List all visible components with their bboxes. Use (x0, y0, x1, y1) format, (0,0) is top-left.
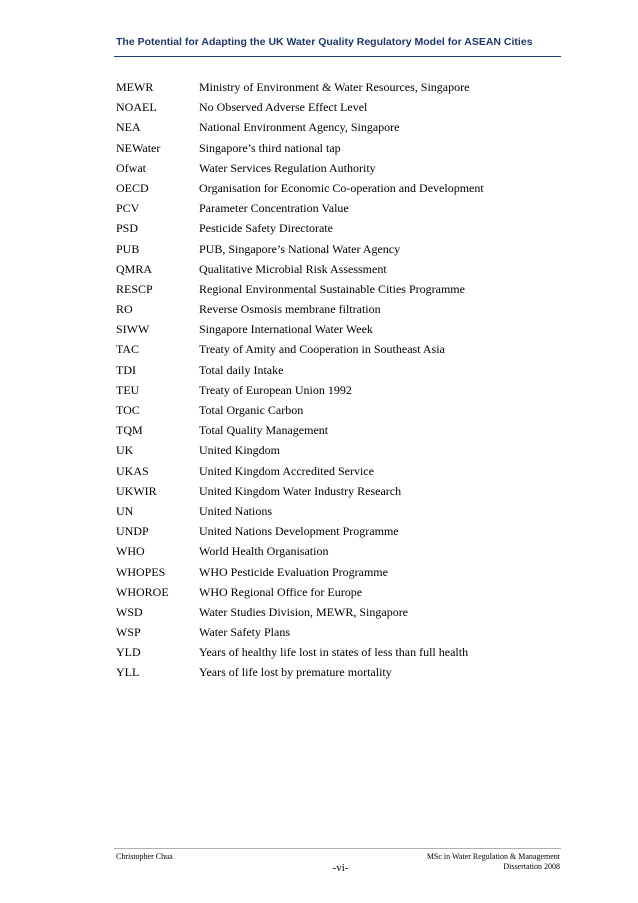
abbreviation-row (116, 645, 561, 665)
abbreviation-definition: WHO Regional Office for Europe (199, 584, 363, 599)
footer-course-line: MSc in Water Regulation & Management (426, 852, 560, 861)
abbreviation-row (116, 141, 561, 161)
abbreviation-term: WSD (116, 604, 143, 619)
abbreviation-row (116, 242, 561, 262)
abbreviation-row (116, 504, 561, 524)
abbreviation-term: TOC (116, 403, 140, 417)
abbreviation-definition: Water Studies Division, MEWR, Singapore (199, 604, 409, 619)
abbreviation-definition: Singapore’s third national tap (199, 140, 341, 155)
abbreviation-row (116, 544, 561, 564)
abbreviation-row (116, 565, 561, 585)
abbreviation-definition: Organisation for Economic Co-operation and Development (199, 180, 484, 195)
abbreviation-definition: Years of healthy life lost in states of less than full health (199, 645, 469, 660)
abbreviation-term: PSD (116, 221, 139, 236)
abbreviation-definition: United Kingdom (199, 443, 280, 458)
header-divider (114, 56, 561, 57)
abbreviation-definition: Singapore International Water Week (199, 322, 373, 337)
footer-divider (114, 848, 561, 849)
abbreviation-row (116, 342, 561, 362)
running-header-title: The Potential for Adapting the UK Water Quality Regulatory Model for ASEAN Cities (116, 36, 533, 48)
abbreviation-definition: No Observed Adverse Effect Level (199, 100, 368, 115)
page-number: -vi- (332, 862, 349, 874)
abbreviation-term: TEU (116, 382, 140, 397)
abbreviation-row (116, 605, 561, 625)
abbreviation-definition: Reverse Osmosis membrane filtration (199, 302, 381, 317)
abbreviation-row (116, 625, 561, 645)
abbreviation-term: TAC (116, 342, 140, 357)
abbreviation-term: UN (116, 503, 134, 518)
abbreviation-row (116, 201, 561, 221)
abbreviation-row (116, 423, 561, 443)
abbreviation-term: TQM (116, 423, 143, 438)
abbreviation-term: TDI (116, 362, 136, 377)
abbreviation-row (116, 100, 561, 120)
abbreviation-definition: Water Services Regulation Authority (199, 160, 376, 175)
abbreviation-term: UKWIR (116, 483, 157, 498)
abbreviation-term: UKAS (116, 463, 149, 478)
abbreviation-definition: Treaty of European Union 1992 (199, 382, 352, 397)
abbreviation-row (116, 665, 561, 685)
abbreviation-row (116, 161, 561, 181)
abbreviation-definition: World Health Organisation (199, 544, 329, 559)
abbreviation-term: NEWater (116, 140, 161, 155)
abbreviation-term: WHO (116, 544, 145, 559)
abbreviation-definition: WHO Pesticide Evaluation Programme (199, 564, 388, 579)
abbreviation-definition: Total Organic Carbon (199, 403, 304, 417)
footer-dissertation-line: Dissertation 2008 (503, 862, 560, 871)
abbreviation-row (116, 443, 561, 463)
abbreviation-definition: Qualitative Microbial Risk Assessment (199, 261, 387, 276)
abbreviation-term: RO (116, 302, 133, 317)
abbreviation-definition: United Nations Development Programme (199, 524, 399, 539)
abbreviation-term: RESCP (116, 281, 153, 296)
abbreviation-row (116, 585, 561, 605)
abbreviation-row (116, 383, 561, 403)
footer-course-info (427, 852, 560, 872)
abbreviation-row (116, 181, 561, 201)
abbreviation-term: WSP (116, 625, 141, 640)
abbreviation-row (116, 363, 561, 383)
abbreviation-row (116, 221, 561, 241)
abbreviation-term: WHOROE (116, 584, 169, 599)
abbreviation-definition: PUB, Singapore’s National Water Agency (199, 241, 401, 256)
abbreviation-definition: Total daily Intake (199, 362, 284, 377)
abbreviation-definition: Total Quality Management (199, 423, 329, 438)
abbreviation-term: MEWR (116, 80, 154, 94)
abbreviation-list (116, 80, 561, 686)
footer-author: Christopher Chua (116, 852, 173, 861)
abbreviation-row (116, 120, 561, 140)
abbreviation-row (116, 464, 561, 484)
abbreviation-term: YLD (116, 645, 141, 660)
abbreviation-term: WHOPES (116, 564, 166, 579)
abbreviation-definition: Ministry of Environment & Water Resources, Singapore (199, 80, 470, 94)
abbreviation-row (116, 484, 561, 504)
abbreviation-row (116, 302, 561, 322)
abbreviation-term: PUB (116, 241, 140, 256)
abbreviation-definition: United Kingdom Water Industry Research (199, 483, 402, 498)
abbreviation-term: QMRA (116, 261, 153, 276)
abbreviation-definition: Pesticide Safety Directorate (199, 221, 333, 236)
abbreviation-row (116, 524, 561, 544)
abbreviation-term: NEA (116, 120, 141, 135)
abbreviation-row (116, 403, 561, 423)
abbreviation-row (116, 262, 561, 282)
abbreviation-row (116, 282, 561, 302)
abbreviation-term: UNDP (116, 524, 149, 539)
abbreviation-term: UK (116, 443, 134, 458)
abbreviation-definition: United Kingdom Accredited Service (199, 463, 374, 478)
abbreviation-definition: National Environment Agency, Singapore (199, 120, 400, 135)
abbreviation-definition: Treaty of Amity and Cooperation in Southeast Asia (199, 342, 445, 357)
abbreviation-term: PCV (116, 201, 140, 216)
abbreviation-term: NOAEL (116, 100, 157, 115)
abbreviation-term: SIWW (116, 322, 150, 337)
abbreviation-term: YLL (116, 665, 140, 680)
abbreviation-definition: United Nations (199, 503, 272, 518)
abbreviation-row (116, 80, 561, 100)
abbreviation-definition: Water Safety Plans (199, 625, 291, 640)
abbreviation-row (116, 322, 561, 342)
abbreviation-definition: Years of life lost by premature mortality (199, 665, 392, 680)
abbreviation-definition: Regional Environmental Sustainable Cities Programme (199, 281, 465, 296)
abbreviation-term: OECD (116, 180, 149, 195)
abbreviation-term: Ofwat (116, 160, 146, 175)
abbreviation-definition: Parameter Concentration Value (199, 201, 349, 216)
